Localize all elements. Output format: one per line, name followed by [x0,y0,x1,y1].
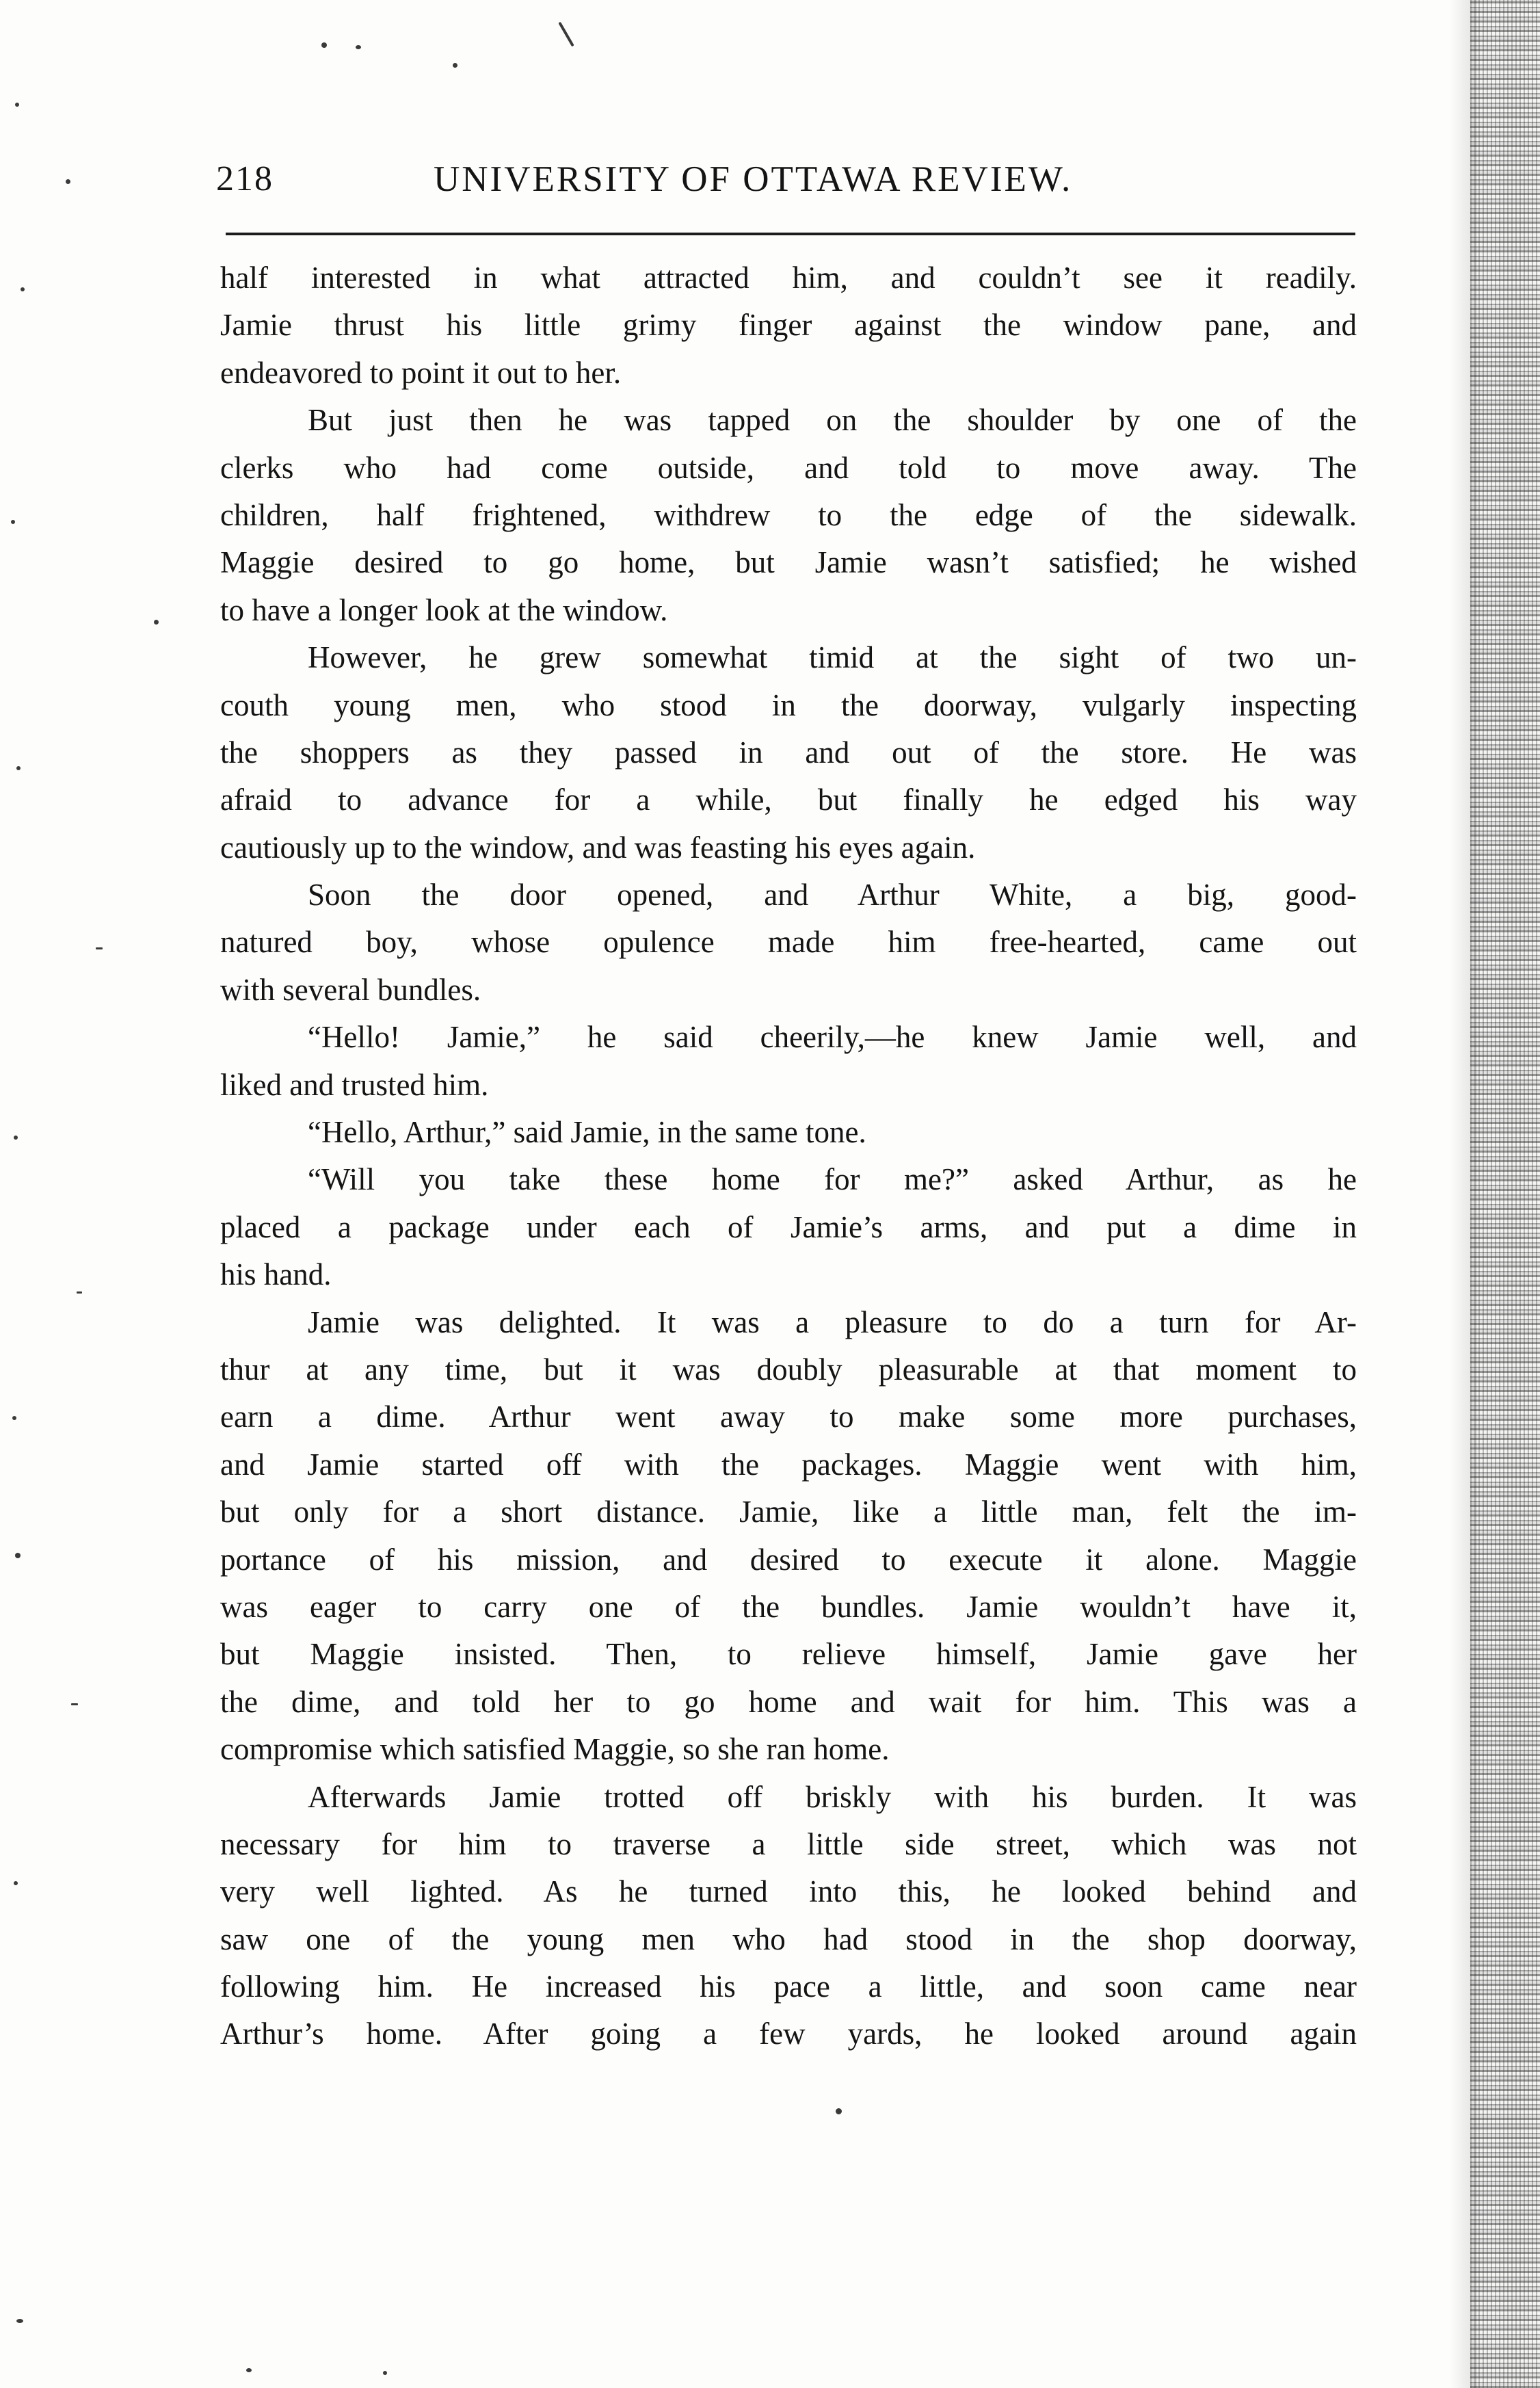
text-line: But just then he was tapped on the shoulder by one of the [308,403,1357,438]
scan-speck [154,620,159,625]
text-line: and Jamie started off with the packages. Maggie went with him, [220,1447,1357,1482]
text-line: cautiously up to the window, and was feasting his eyes again. [220,830,976,865]
scan-speck [71,1703,78,1705]
text-line: However, he grew somewhat timid at the sight of two un- [308,640,1357,675]
text-line: was eager to carry one of the bundles. Jamie wouldn’t have it, [220,1589,1357,1624]
text-line: with several bundles. [220,972,481,1007]
text-line: Jamie thrust his little grimy finger against the window pane, and [220,308,1357,343]
scan-speck [453,63,457,68]
scan-speck [356,45,361,49]
article-body [220,254,1357,2058]
text-line: the dime, and told her to go home and wait for him. This was a [220,1684,1357,1719]
text-line: necessary for him to traverse a little side street, which was not [220,1826,1357,1861]
scan-speck [66,179,70,184]
scan-speck [14,1136,18,1140]
text-line: “Hello, Arthur,” said Jamie, in the same tone. [308,1115,866,1150]
scan-speck [96,947,103,949]
scan-speck [12,1416,16,1420]
scan-speck [321,42,327,48]
text-line: natured boy, whose opulence made him free-hearted, came out [220,925,1357,960]
scan-speck [11,520,15,524]
text-line: but Maggie insisted. Then, to relieve himself, Jamie gave her [220,1637,1357,1672]
text-line: to have a longer look at the window. [220,592,668,627]
header-rule [226,233,1355,235]
text-line: portance of his mission, and desired to execute it alone. Maggie [220,1542,1357,1577]
text-line: compromise which satisfied Maggie, so she ran home. [220,1732,890,1767]
text-line: thur at any time, but it was doubly pleasurable at that moment to [220,1352,1357,1387]
text-line: endeavored to point it out to her. [220,355,622,390]
scan-speck [77,1291,82,1294]
page-number: 218 [216,159,274,198]
text-line: but only for a short distance. Jamie, like a little man, felt the im- [220,1495,1357,1530]
text-line: children, half frightened, withdrew to the edge of the sidewalk. [220,497,1357,532]
text-line: “Hello! Jamie,” he said cheerily,—he knew Jamie well, and [308,1020,1357,1055]
text-line: saw one of the young men who had stood in the shop doorway, [220,1921,1357,1956]
scan-speck [21,287,25,291]
text-line: clerks who had come outside, and told to move away. The [220,450,1357,485]
scan-speck [383,2371,387,2375]
text-line: Soon the door opened, and Arthur White, a big, good- [308,878,1357,913]
text-line: couth young men, who stood in the doorway, vulgarly inspecting [220,687,1357,722]
scan-speck [16,2319,23,2323]
binding-edge-noise [1470,0,1540,2388]
text-line: following him. He increased his pace a little, and soon came near [220,1969,1357,2004]
text-line: very well lighted. As he turned into this, he looked behind and [220,1874,1357,1909]
text-line: Maggie desired to go home, but Jamie wasn’t satisfied; he wished [220,545,1357,580]
text-line: liked and trusted him. [220,1067,489,1102]
scan-speck [558,22,574,47]
scan-speck [15,1553,21,1558]
text-line: half interested in what attracted him, and couldn’t see it readily. [220,261,1357,295]
text-line: “Will you take these home for me?” asked Arthur, as he [308,1162,1357,1197]
scan-speck [16,766,21,770]
text-line: afraid to advance for a while, but finally he edged his way [220,783,1357,817]
text-line: placed a package under each of Jamie’s arms, and put a dime in [220,1209,1357,1244]
page-header [216,159,1357,213]
text-line: Afterwards Jamie trotted off briskly with his burden. It was [308,1779,1357,1814]
text-line: Jamie was delighted. It was a pleasure to do a turn for Ar- [308,1304,1357,1339]
scan-speck [15,103,19,107]
scan-speck [836,2108,842,2114]
text-line: his hand. [220,1257,332,1292]
text-line: the shoppers as they passed in and out of the store. He was [220,735,1357,770]
text-line: earn a dime. Arthur went away to make some more purchases, [220,1400,1357,1434]
running-head: UNIVERSITY OF OTTAWA REVIEW. [434,159,1073,199]
text-line: Arthur’s home. After going a few yards, he looked around again [220,2017,1357,2051]
scan-speck [246,2368,252,2372]
scan-speck [14,1881,18,1885]
